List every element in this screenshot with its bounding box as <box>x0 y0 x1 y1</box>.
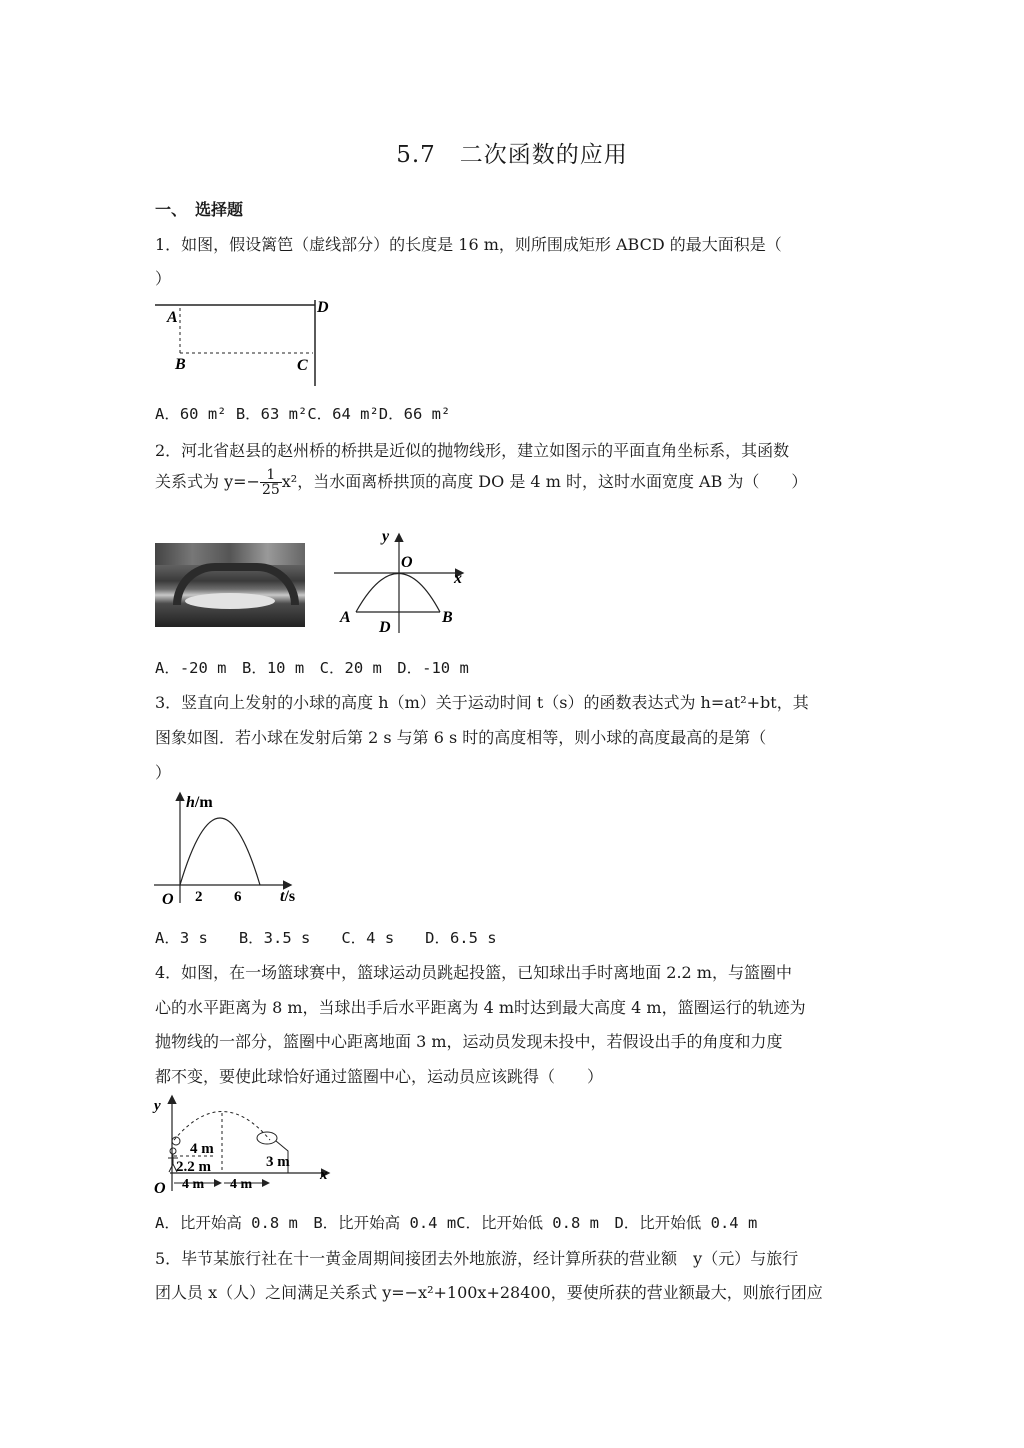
q2-text-line2 <box>155 468 807 497</box>
label-y: y <box>154 1098 161 1114</box>
label-d: D <box>379 619 391 636</box>
label-b: B <box>175 356 186 373</box>
q3-height-graph <box>150 788 310 914</box>
label-c: C <box>297 357 308 374</box>
q5-text-line2: 团人员 x（人）之间满足关系式 y=−x²+100x+28400，要使所获的营业额最大，则旅行团应 <box>155 1283 823 1302</box>
q4-text-line3: 抛物线的一部分，篮圈中心距离地面 3 m，运动员发现未投中，若假设出手的角度和力度 <box>155 1032 783 1051</box>
q4-text-line4: 都不变，要使此球恰好通过篮圈中心，运动员应该跳得（ ） <box>155 1067 604 1086</box>
q4-basketball-figure <box>150 1093 340 1195</box>
tick-label-2: 2 <box>195 889 203 905</box>
q3-text-line1: 3．竖直向上发射的小球的高度 h（m）关于运动时间 t（s）的函数表达式为 h=at²+bt，其 <box>155 693 809 712</box>
q1-options: A．60 m² B．63 m²C．64 m²D．66 m² <box>155 405 451 423</box>
label-a: A <box>340 609 351 626</box>
label-origin: O <box>162 891 174 908</box>
bridge-photo <box>155 543 305 627</box>
label-y: y <box>382 528 390 545</box>
q5-text-line1: 5．毕节某旅行社在十一黄金周期间接团去外地旅游，经计算所获的营业额 y（元）与旅行 <box>155 1249 799 1268</box>
label-o: O <box>401 554 413 571</box>
label-a: A <box>167 309 178 326</box>
q2-formula-prefix: 关系式为 y=− <box>155 472 260 491</box>
q2-fraction-numerator: 1 <box>260 468 282 483</box>
label-x: x <box>320 1167 328 1183</box>
height-curve <box>180 818 260 885</box>
player-head-icon <box>170 1148 176 1154</box>
q1-text-line2: ） <box>155 269 172 288</box>
q2-fraction-denominator: 25 <box>261 482 280 498</box>
label-h-axis: h/m <box>186 794 213 811</box>
label-t-axis: t/s <box>280 888 296 905</box>
q3-text-line2: 图象如图．若小球在发射后第 2 s 与第 6 s 时的高度相等，则小球的高度最高的是第（ <box>155 728 767 747</box>
tick-label-6: 6 <box>234 889 242 905</box>
label-hoop-height: 3 m <box>266 1154 290 1170</box>
q4-options: A．比开始高 0.8 m B．比开始高 0.4 mC．比开始低 0.8 m D．比开始低 0.4 m <box>155 1214 758 1232</box>
q2-formula-suffix: x²，当水面离桥拱顶的高度 DO 是 4 m 时，这时水面宽度 AB 为（ ） <box>281 472 808 491</box>
parabola-curve <box>356 574 440 613</box>
q4-text-line1: 4．如图，在一场篮球赛中，篮球运动员跳起投篮，已知球出手时离地面 2.2 m，与篮圈中 <box>155 963 792 982</box>
label-b: B <box>442 609 453 626</box>
label-release-height: 2.2 m <box>176 1159 211 1175</box>
q1-rectangle-figure <box>150 298 340 390</box>
label-distance-1: 4 m <box>182 1177 205 1192</box>
q3-options: A．3 s B．3.5 s C．4 s D．6.5 s <box>155 929 497 947</box>
q4-text-line2: 心的水平距离为 8 m，当球出手后水平距离为 4 m时达到最大高度 4 m，篮圈运行的轨迹为 <box>155 998 806 1017</box>
label-origin: O <box>154 1180 166 1195</box>
q2-text-line1: 2．河北省赵县的赵州桥的桥拱是近似的抛物线形，建立如图示的平面直角坐标系，其函数 <box>155 441 790 460</box>
label-x: x <box>454 570 462 587</box>
q2-parabola-figure <box>330 525 480 640</box>
hoop-icon <box>257 1132 277 1144</box>
label-max-height: 4 m <box>190 1141 214 1157</box>
label-d: D <box>317 299 329 316</box>
q2-options: A．-20 m B．10 m C．20 m D．-10 m <box>155 659 469 677</box>
page-title: 5.7 二次函数的应用 <box>396 142 628 168</box>
q1-text-line1: 1．如图，假设篱笆（虚线部分）的长度是 16 m，则所围成矩形 ABCD 的最大面积是（ <box>155 235 782 254</box>
q3-text-line3: ） <box>155 763 172 782</box>
q2-fraction <box>260 468 282 497</box>
section-heading: 一、 选择题 <box>155 200 244 219</box>
label-distance-2: 4 m <box>230 1177 253 1192</box>
